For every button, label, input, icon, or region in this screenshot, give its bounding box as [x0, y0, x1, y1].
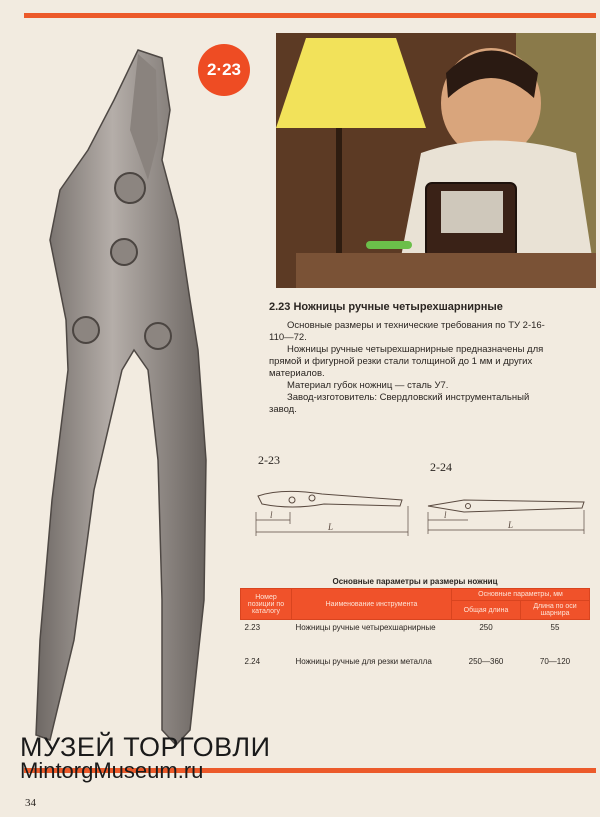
workshop-photo: [276, 33, 596, 288]
table-row: [241, 654, 590, 688]
watermark-site: MintorgMuseum.ru: [20, 758, 204, 783]
dim-label-large-right: L: [508, 520, 514, 530]
hand-shears-illustration: [30, 40, 240, 760]
header-total-length: Общая длина: [452, 601, 521, 620]
parameters-table: [240, 588, 590, 688]
table-row: [241, 620, 590, 655]
header-edge-length: Длина по оси шарнира: [521, 601, 590, 620]
watermark-title: МУЗЕЙ ТОРГОВЛИ: [20, 732, 271, 762]
spec-reference: Основные размеры и технические требования по ТУ 2-16-110—72.: [269, 320, 545, 343]
row-edge-length: 55: [550, 623, 560, 632]
purpose-text: Ножницы ручные четырехшарнирные предназначены для прямой и фигурной резки стали толщиной до 1 мм и других материалов.: [269, 344, 544, 379]
figure-label-2-23: 2-23: [258, 453, 280, 467]
row-name: Ножницы ручные четырехшарнирные: [295, 623, 436, 632]
row-number: 2.23: [244, 623, 261, 632]
top-rule: [24, 13, 596, 18]
manufacturer-text: Завод-изготовитель: Свердловский инструментальный завод.: [269, 392, 530, 415]
page-number: 34: [25, 797, 36, 809]
section-description: [269, 320, 554, 416]
item-number-badge: 2·23: [198, 44, 250, 96]
shears-drawing-2-23: [252, 482, 412, 542]
row-total-length: 250—360: [468, 657, 504, 667]
table-caption: Основные параметры и размеры ножниц: [332, 577, 498, 586]
header-name: Наименование инструмента: [292, 589, 452, 620]
dim-label-large-left: L: [328, 522, 334, 532]
section-title: 2.23 Ножницы ручные четырехшарнирные: [269, 301, 503, 313]
header-number: Номер позиции по каталогу: [241, 589, 292, 620]
header-params: Основные параметры, мм: [452, 589, 590, 601]
row-name: Ножницы ручные для резки металла: [295, 657, 432, 667]
row-edge-length: 70—120: [539, 657, 571, 667]
shears-drawing-2-24: [424, 490, 589, 540]
dim-label-small-left: l: [270, 510, 273, 520]
row-total-length: 250: [479, 623, 493, 632]
material-text: Материал губок ножниц — сталь У7.: [287, 380, 449, 391]
figure-label-2-24: 2-24: [430, 460, 452, 474]
dim-label-small-right: l: [444, 510, 447, 520]
row-number: 2.24: [244, 657, 261, 667]
